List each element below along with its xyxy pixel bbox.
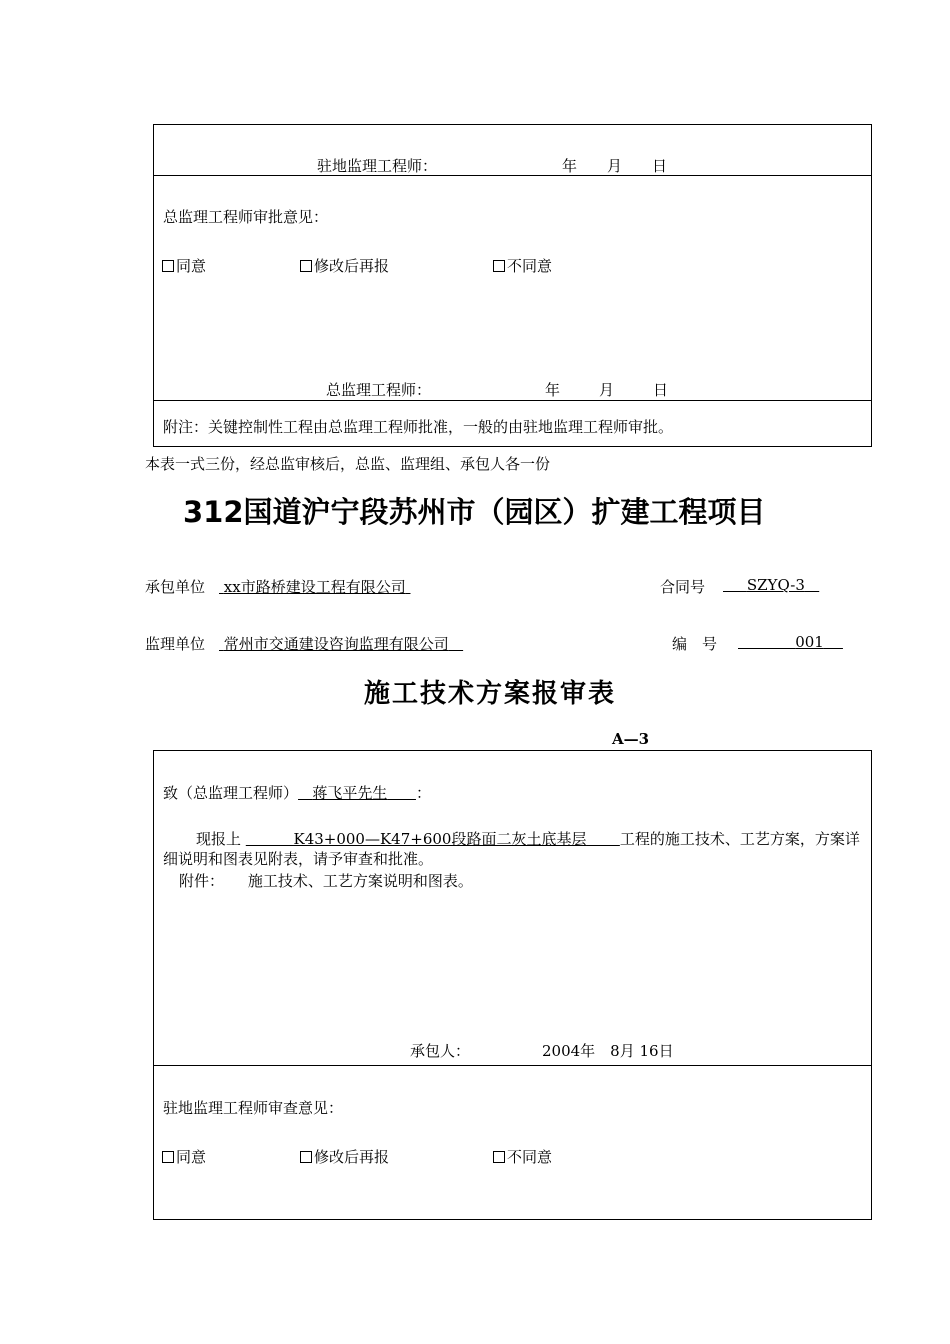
resident-opinion-label: 驻地监理工程师审查意见： (163, 1099, 344, 1117)
bottom-option-disagree-label: 不同意 (507, 1148, 553, 1166)
serial-label: 编 号 (672, 635, 718, 653)
report-value-text: K43+000—K47+600段路面二灰土底基层 (293, 830, 587, 848)
option-disagree[interactable] (493, 255, 552, 276)
report-value (246, 830, 620, 848)
report-prefix: 现报上 (196, 830, 242, 848)
form-code: A—3 (612, 730, 650, 748)
serial-value (738, 633, 843, 651)
attachment-line (179, 870, 473, 891)
checkbox-icon (493, 260, 505, 272)
option-agree-label: 同意 (176, 257, 207, 275)
bottom-option-agree-label: 同意 (176, 1148, 207, 1166)
option-disagree-label: 不同意 (507, 257, 553, 275)
chief-engineer-date: 年 月 日 (545, 381, 672, 399)
addressee-line (163, 782, 431, 803)
approval-note: 附注：关键控制性工程由总监理工程师批准，一般的由驻地监理工程师审批。 (163, 418, 674, 436)
supervisor-value (219, 633, 463, 654)
addressee-value-text: 蒋飞平先生 (312, 784, 388, 802)
contractor-label: 承包单位 (145, 578, 206, 596)
checkbox-icon (300, 1151, 312, 1163)
contractor-value (219, 576, 410, 597)
distribution-note: 本表一式三份，经总监审核后，总监、监理组、承包人各一份 (145, 455, 551, 473)
attachment-label: 附件： (179, 872, 225, 890)
contract-no-label: 合同号 (660, 578, 706, 596)
top-form-box (153, 124, 872, 447)
contractor-value-text: xx市路桥建设工程有限公司 (223, 578, 406, 596)
contractor-signature-label: 承包人： (410, 1042, 471, 1060)
chief-opinion-label: 总监理工程师审批意见： (163, 208, 329, 226)
checkbox-icon (162, 260, 174, 272)
supervisor-label: 监理单位 (145, 635, 206, 653)
contract-no-value (723, 576, 819, 594)
chief-engineer-signature-label: 总监理工程师： (326, 381, 432, 399)
report-suffix: 工程的施工技术、工艺方案，方案详细说明和图表见附表，请予审查和批准。 (163, 830, 860, 868)
option-agree[interactable] (162, 255, 206, 276)
form-title: 施工技术方案报审表 (364, 679, 617, 709)
bottom-option-disagree[interactable] (493, 1146, 552, 1167)
bottom-option-revise[interactable] (300, 1146, 389, 1167)
bottom-option-revise-label: 修改后再报 (314, 1148, 390, 1166)
top-form-divider-2 (153, 400, 872, 401)
project-title: 312国道沪宁段苏州市（园区）扩建工程项目 (183, 495, 766, 529)
addressee-value (298, 784, 416, 802)
resident-engineer-signature-label: 驻地监理工程师： (317, 157, 438, 175)
report-paragraph (163, 829, 865, 869)
checkbox-icon (493, 1151, 505, 1163)
supervisor-value-text: 常州市交通建设咨询监理有限公司 (223, 635, 449, 653)
top-form-divider-1 (153, 175, 872, 176)
resident-engineer-date: 年 月 日 (562, 157, 668, 175)
contract-no-value-text: SZYQ-3 (746, 576, 805, 594)
submission-date: 2004年 8月 16日 (542, 1042, 674, 1060)
option-revise-label: 修改后再报 (314, 257, 390, 275)
option-revise[interactable] (300, 255, 389, 276)
checkbox-icon (300, 260, 312, 272)
addressee-suffix: ： (415, 784, 431, 802)
bottom-option-agree[interactable] (162, 1146, 206, 1167)
serial-value-text: 001 (795, 633, 824, 651)
checkbox-icon (162, 1151, 174, 1163)
addressee-label: 致（总监理工程师） (163, 784, 299, 802)
bottom-form-divider (153, 1065, 872, 1066)
attachment-value: 施工技术、工艺方案说明和图表。 (247, 872, 473, 890)
